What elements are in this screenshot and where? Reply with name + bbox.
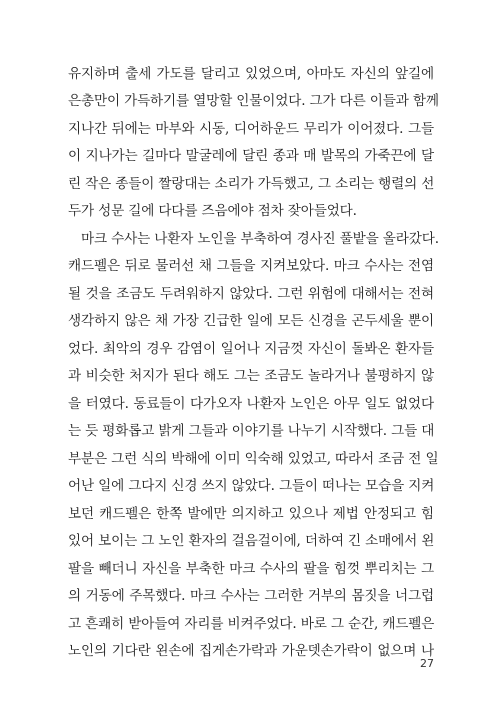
text-line: 과 비슷한 처지가 된다 해도 그는 조금도 놀라거나 불평하지 않 xyxy=(68,368,434,384)
text-line: 은총만이 가득하기를 열망할 인물이었다. 그가 다른 이들과 함께 xyxy=(68,93,439,109)
page-number: 27 xyxy=(420,657,434,670)
text-line: 될 것을 조금도 두려워하지 않았다. 그런 위험에 대해서는 전혀 xyxy=(68,286,434,302)
text-line: 어난 일에 그다지 신경 쓰지 않았다. 그들이 떠나는 모습을 지켜 xyxy=(68,478,435,494)
text-line: 의 거동에 주목했다. 마크 수사는 그러한 거부의 몸짓을 너그럽 xyxy=(68,588,434,604)
text-line: 이 지나가는 길마다 말굴레에 달린 종과 매 발목의 가죽끈에 달 xyxy=(68,148,434,164)
text-line: 린 작은 종들이 짤랑대는 소리가 가득했고, 그 소리는 행렬의 선 xyxy=(68,176,435,192)
text-line: 유지하며 출세 가도를 달리고 있었으며, 아마도 자신의 앞길에 xyxy=(68,66,434,82)
text-line: 마크 수사는 나환자 노인을 부축하여 경사진 풀밭을 올라갔다. xyxy=(81,231,439,247)
text-line: 고 흔쾌히 받아들여 자리를 비켜주었다. 바로 그 순간, 캐드펠은 xyxy=(68,616,435,632)
text-line: 을 터였다. 동료들이 다가오자 나환자 노인은 아무 일도 없었다 xyxy=(68,396,434,412)
text-line: 보던 캐드펠은 한쪽 발에만 의지하고 있으나 제법 안정되고 힘 xyxy=(68,506,434,522)
text-line: 부분은 그런 식의 박해에 이미 익숙해 있었고, 따라서 조금 전 일 xyxy=(68,451,439,467)
text-line: 생각하지 않은 채 가장 긴급한 일에 모든 신경을 곤두세울 뿐이 xyxy=(68,313,434,329)
text-line: 노인의 기다란 왼손에 집게손가락과 가운뎃손가락이 없으며 나 xyxy=(68,643,434,659)
text-line: 있어 보이는 그 노인 환자의 걸음걸이에, 더하여 긴 소매에서 왼 xyxy=(68,533,435,549)
text-line: 었다. 최악의 경우 감염이 일어나 지금껏 자신이 돌봐온 환자들 xyxy=(68,341,434,357)
text-line: 캐드펠은 뒤로 물러선 채 그들을 지켜보았다. 마크 수사는 전염 xyxy=(68,258,434,274)
text-line: 지나간 뒤에는 마부와 시동, 디어하운드 무리가 이어졌다. 그들 xyxy=(68,121,434,137)
text-line: 는 듯 평화롭고 밝게 그들과 이야기를 나누기 시작했다. 그들 대 xyxy=(68,423,435,439)
text-line: 두가 성문 길에 다다를 즈음에야 점차 잦아들었다. xyxy=(68,203,357,219)
text-line: 팔을 빼더니 자신을 부축한 마크 수사의 팔을 힘껏 뿌리치는 그 xyxy=(68,561,434,577)
